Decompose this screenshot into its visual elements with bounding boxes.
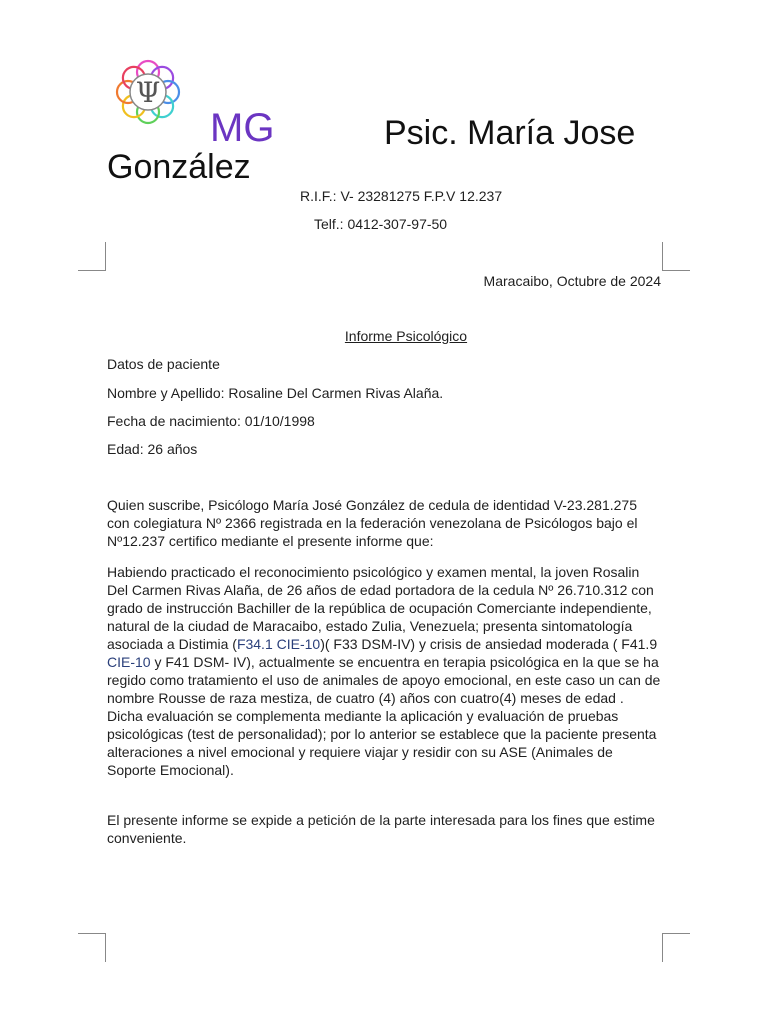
assessment-paragraph (107, 563, 663, 779)
assessment-text-c: )( F33 DSM-IV) y crisis de ansiedad moderada ( F41.9 (320, 636, 658, 652)
diagnosis-code-cie-2: CIE-10 (107, 654, 151, 670)
patient-data-heading: Datos de paciente (107, 356, 220, 372)
intro-paragraph: Quien suscribe, Psicólogo María José González de cedula de identidad V-23.281.275 con colegiatura Nº 2366 registrada en la federación venezolana de Psicólogos bajo el Nº12.237 certifico mediante el presente informe que: (107, 497, 638, 549)
logo (112, 56, 208, 136)
crop-mark-top-left (78, 242, 106, 271)
assessment-text-a: Habiendo practicado el reconocimiento psicológico y examen mental, la joven Rosalin Del Carmen Rivas Alaña, de 26 años de edad portadora de la cedula Nº 26.710.312 con grado de instrucción Bachiller de la república de ocupación Comerciante independiente, natural de la ciudad de Maracaibo, estado Zulia, Venezuela; presenta sintomatología asociada a Distimia ( (107, 564, 654, 652)
date-line: Maracaibo, Octubre de 2024 (483, 273, 661, 289)
closing-paragraph: El presente informe se expide a petición de la parte interesada para los fines que estime conveniente. (107, 812, 655, 846)
rif-line: R.I.F.: V- 23281275 F.P.V 12.237 (300, 188, 503, 204)
psi-symbol: Ψ (135, 76, 161, 109)
patient-name: Nombre y Apellido: Rosaline Del Carmen Rivas Alaña. (107, 385, 444, 401)
report-title: Informe Psicológico (344, 328, 468, 344)
diagnosis-code-cie: F34.1 CIE-10 (236, 636, 321, 652)
psychologist-name-part1: Psic. María Jose (384, 114, 636, 152)
psychologist-name-part2: González (107, 148, 251, 186)
assessment-text-e: y F41 DSM- IV), actualmente se encuentra en terapia psicológica en la que se ha regido como tratamiento el uso de animales de apoyo emocional, en este caso un can de nombre Rousse de raza mestiza, de cuatro (4) años con cuatro(4) meses de edad . Dicha evaluación se complementa mediante la aplicación y evaluación de pruebas psicológicas (test de personalidad); por lo anterior se establece que la paciente presenta alteraciones a nivel emocional y requiere viajar y residir con su ASE (Animales de Soporte Emocional). (107, 654, 661, 778)
crop-mark-bottom-left (78, 933, 106, 962)
crop-mark-top-right (662, 242, 690, 271)
logo-initials: MG (210, 106, 275, 150)
patient-birth-date: Fecha de nacimiento: 01/10/1998 (107, 413, 315, 429)
phone-line: Telf.: 0412-307-97-50 (314, 216, 448, 232)
patient-age: Edad: 26 años (107, 441, 198, 457)
psi-lotus-logo-icon (112, 56, 208, 136)
crop-mark-bottom-right (662, 933, 690, 962)
